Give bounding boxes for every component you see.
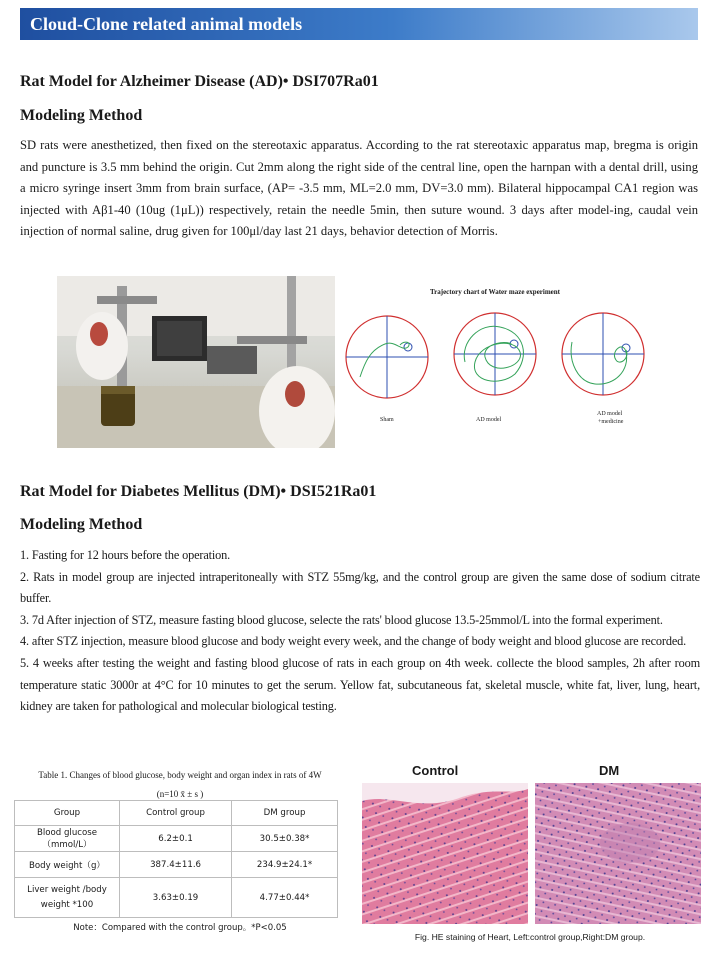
he-dm-label: DM xyxy=(599,763,620,778)
dm-step-4: 4. after STZ injection, measure blood glucose and body weight every week, and the change of body weight and blood glucose are recorded. xyxy=(20,634,687,649)
dm-step-2: 2. Rats in model group are injected intraperitoneally with STZ 55mg/kg, and the control group are given the same dose of sodium citrate buffer. xyxy=(20,569,700,606)
sham-trajectory xyxy=(346,316,428,398)
label-ad-model: AD model xyxy=(476,417,502,423)
table-note: Note：Compared with the control group。*P<0.05 xyxy=(73,923,287,933)
he-control-label: Control xyxy=(412,763,459,778)
row-control: 6.2±0.1 xyxy=(120,826,232,852)
table-caption-line-2: (n=10 x̄ ± s ) xyxy=(156,789,204,799)
dm-results-table xyxy=(14,800,338,918)
ad-heading: Rat Model for Alzheimer Disease (AD)• DSI707Ra01 xyxy=(20,73,379,90)
he-figure-caption: Fig. HE staining of Heart, Left:control group,Right:DM group. xyxy=(414,932,646,942)
he-control-image xyxy=(362,783,528,924)
table-header-control: Control group xyxy=(120,801,232,826)
ad-medicine-trajectory xyxy=(562,313,644,395)
stereotaxic-photo xyxy=(57,276,335,448)
table-header-dm: DM group xyxy=(232,801,338,826)
label-ad-model-medicine-2: +medicine xyxy=(598,419,624,425)
row-label: Liver weight /body weight *100 xyxy=(15,878,120,918)
section-banner: Cloud-Clone related animal models xyxy=(20,8,698,40)
row-label: Blood glucose （mmol/L） xyxy=(15,826,120,852)
row-dm: 30.5±0.38* xyxy=(232,826,338,852)
ad-model-trajectory xyxy=(454,313,536,395)
table-row xyxy=(15,852,338,878)
table-header-row xyxy=(15,801,338,826)
ad-method-text: SD rats were anesthetized, then fixed on the stereotaxic apparatus. According to the rat stereotaxic apparatus map, bregma is origin and puncture is 3.5 mm behind the origin. Cut 2mm along the right side of the central line, open the harnpan with a dental drill, using a micro syringe insert 3mm from brain surface, (AP= -3.5 mm, ML=2.0 mm, DV=3.0 mm). Bilateral hippocampal CA1 region was injected with Aβ1-40 (10ug (1μL)) respectively, retain the needle 5min, then suture wound. 3 days after model-ing, caudal vein injection of normal saline, drug given for 100μl/day last 21 days, behavior detection of Morris. xyxy=(20,138,698,239)
he-dm-image xyxy=(535,783,701,924)
table-header-group: Group xyxy=(15,801,120,826)
water-maze-trajectory-chart xyxy=(340,282,660,442)
dm-step-1: 1. Fasting for 12 hours before the operation. xyxy=(20,548,231,562)
dm-steps xyxy=(20,545,700,718)
row-control: 3.63±0.19 xyxy=(120,878,232,918)
table-row xyxy=(15,878,338,918)
row-dm: 4.77±0.44* xyxy=(232,878,338,918)
table-caption xyxy=(20,766,340,804)
row-label: Body weight（g） xyxy=(15,852,120,878)
label-sham: Sham xyxy=(380,417,394,423)
ad-method-heading: Modeling Method xyxy=(20,107,143,124)
dm-heading: Rat Model for Diabetes Mellitus (DM)• DSI521Ra01 xyxy=(20,483,377,500)
row-dm: 234.9±24.1* xyxy=(232,852,338,878)
dm-step-5: 5. 4 weeks after testing the weight and fasting blood glucose of rats in each group on 4th week. collecte the blood samples, 2h after room temperature static 3000r at 4°C for 10 minutes to get the serum. Yellow fat, subcutaneous fat, skeletal muscle, white fat, liver, lung, heart, kidney are taken for pathological and molecular biological testing. xyxy=(20,655,700,714)
table-row xyxy=(15,826,338,852)
dm-method-heading: Modeling Method xyxy=(20,516,143,533)
label-ad-model-medicine-1: AD model xyxy=(597,411,623,417)
dm-step-3: 3. 7d After injection of STZ, measure fasting blood glucose, selecte the rats' blood glucose 13.5-25mmol/L into the formal experiment. xyxy=(20,612,663,627)
trajectory-chart-title: Trajectory chart of Water maze experiment xyxy=(429,288,561,296)
row-control: 387.4±11.6 xyxy=(120,852,232,878)
table-caption-line-1: Table 1. Changes of blood glucose, body weight and organ index in rats of 4W xyxy=(38,770,322,780)
